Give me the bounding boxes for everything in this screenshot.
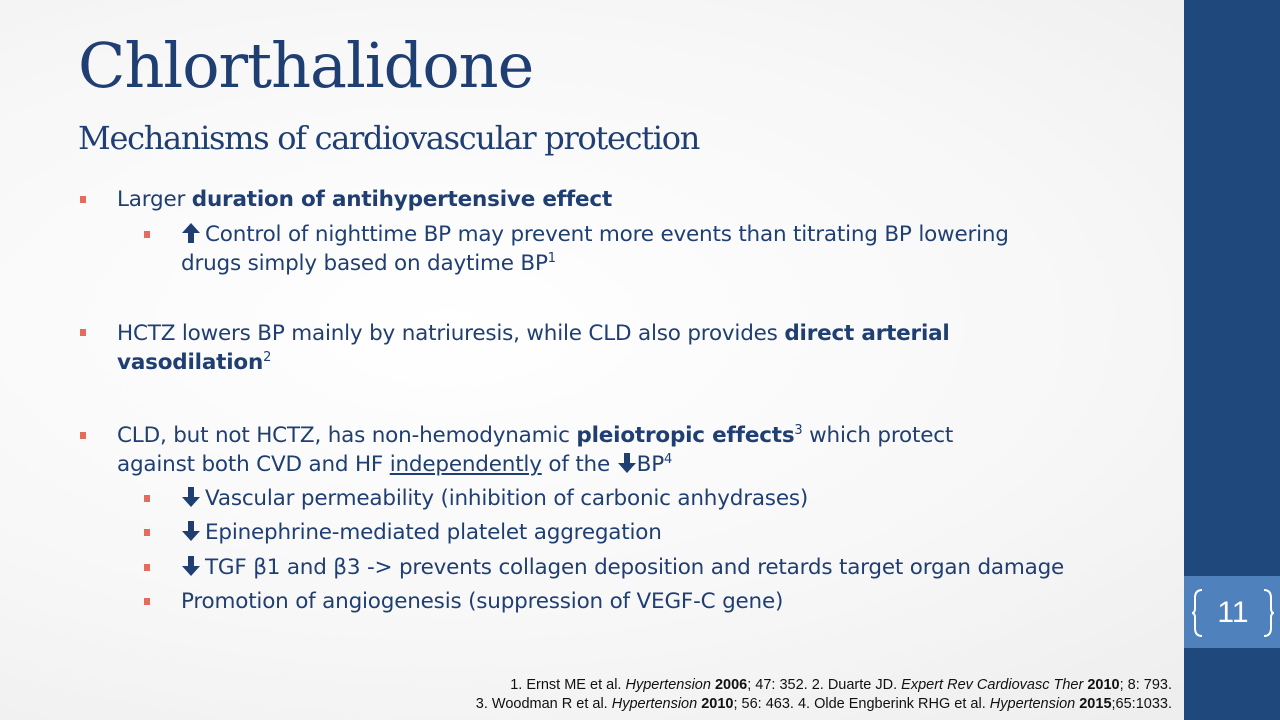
ref-text: ; 8: 793.: [1119, 677, 1172, 693]
bullet-3-sub-2: [181, 518, 1181, 547]
slide-number: [1192, 588, 1274, 638]
ref-text: 3. Woodman R et al.: [475, 696, 612, 712]
slide-subtitle: Mechanisms of cardiovascular protection: [78, 119, 700, 157]
bullet-3-sub-4-text: Promotion of angiogenesis (suppression of VEGF-C gene): [181, 589, 784, 614]
bullet-marker: [80, 329, 86, 336]
bullet-3-sub-3-text: TGF β1 and β3 -> prevents collagen deposition and retards target organ damage: [205, 555, 1065, 580]
footnote-ref: 2: [263, 349, 272, 365]
ref-journal: Hypertension: [611, 696, 698, 712]
ref-text: ;65:1033.: [1111, 696, 1172, 712]
ref-year: 2010: [697, 696, 734, 712]
bullet-3-line2: against both CVD and HF: [117, 452, 390, 477]
arrow-down-icon: [181, 486, 201, 508]
bullet-marker: [80, 196, 86, 203]
bullet-1-sub-1: [181, 220, 1181, 278]
arrow-up-icon: [181, 222, 201, 244]
ref-text: ; 47: 352. 2. Duarte JD.: [747, 677, 902, 693]
slide-title: Chlorthalidone: [78, 29, 534, 102]
bullet-3-sub-1-text: Vascular permeability (inhibition of carbonic anhydrases): [205, 486, 809, 511]
arrow-down-icon: [617, 452, 637, 474]
ref-text: ; 56: 463. 4. Olde Engberink RHG et al.: [733, 696, 990, 712]
bullet-2-bold-2: vasodilation: [117, 350, 264, 375]
bullet-3-text-post: which protect: [802, 423, 954, 448]
sub-bullet-marker: [144, 564, 150, 571]
ref-journal: Hypertension: [989, 696, 1076, 712]
right-brace-icon: [1262, 588, 1274, 638]
ref-journal: Hypertension: [625, 677, 711, 693]
bullet-3-sub-2-text: Epinephrine-mediated platelet aggregation: [205, 520, 662, 545]
bullet-3-sub-4: [181, 587, 1181, 616]
sub-bullet-marker: [144, 231, 150, 238]
bullet-1-text: Larger: [117, 187, 192, 212]
references: [476, 676, 1172, 714]
bullet-2: [117, 319, 1117, 377]
arrow-down-icon: [181, 555, 201, 577]
bullet-1-sub-1-line2: drugs simply based on daytime BP: [181, 251, 548, 276]
sub-bullet-marker: [144, 529, 150, 536]
bullet-1-sub-1-line1: Control of nighttime BP may prevent more events than titrating BP lowering: [205, 222, 1009, 247]
arrow-down-icon: [181, 520, 201, 542]
bullet-marker: [80, 432, 86, 439]
bullet-3-line2-mid: of the: [541, 452, 617, 477]
ref-text: 1. Ernst ME et al.: [510, 677, 626, 693]
bullet-3: [117, 421, 1117, 479]
bullet-3-bp: BP: [636, 452, 664, 477]
left-brace-icon: [1192, 588, 1204, 638]
bullet-3-sub-3: [181, 553, 1176, 582]
bullet-1-bold: duration of antihypertensive effect: [191, 187, 613, 212]
bullet-3-bold: pleiotropic effects: [576, 423, 795, 448]
footnote-ref: 4: [663, 451, 673, 467]
ref-journal: Expert Rev Cardiovasc Ther: [901, 677, 1084, 693]
bullet-1: [117, 185, 1117, 214]
slide-number-text: 11: [1217, 596, 1249, 629]
bullet-2-text: HCTZ lowers BP mainly by natriuresis, while CLD also provides: [117, 321, 785, 346]
ref-year: 2006: [710, 677, 748, 693]
sub-bullet-marker: [144, 598, 150, 605]
ref-year: 2015: [1075, 696, 1112, 712]
bullet-3-sub-1: [181, 484, 1181, 513]
bullet-3-underlined: independently: [389, 452, 542, 477]
ref-year: 2010: [1083, 677, 1120, 693]
sub-bullet-marker: [144, 495, 150, 502]
bullet-2-bold: direct arterial: [784, 321, 950, 346]
footnote-ref: 1: [547, 250, 556, 266]
footnote-ref: 3: [794, 422, 803, 438]
bullet-3-text: CLD, but not HCTZ, has non-hemodynamic: [117, 423, 577, 448]
